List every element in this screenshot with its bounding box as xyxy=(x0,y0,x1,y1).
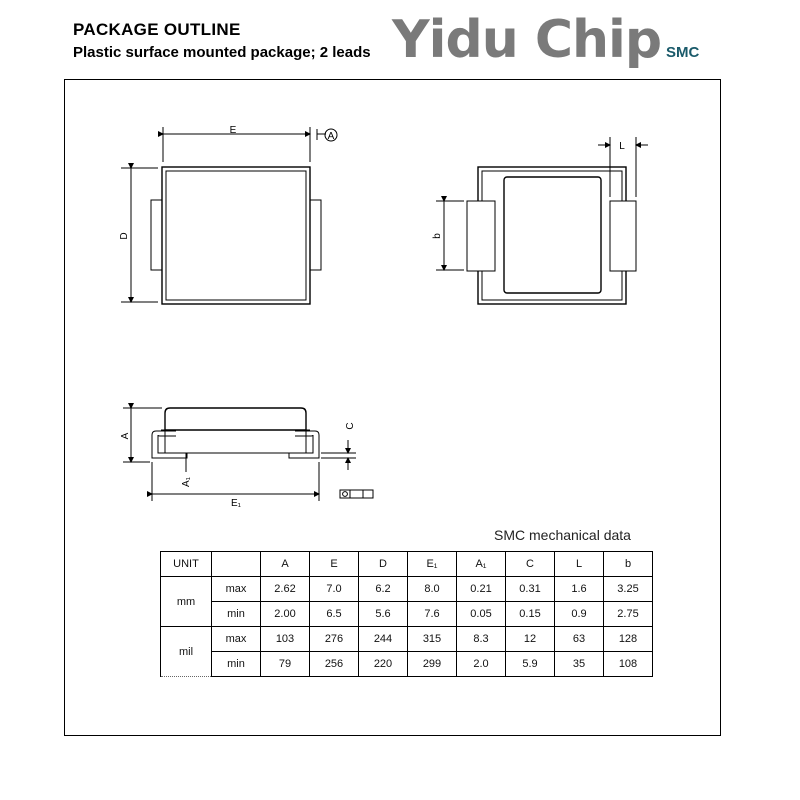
bottom-view xyxy=(436,137,648,304)
table-cell: 276 xyxy=(310,627,359,652)
table-cell: 2.00 xyxy=(261,602,310,627)
dim-label-b: b xyxy=(432,233,443,239)
table-header-cell: D xyxy=(359,552,408,577)
side-view xyxy=(123,408,373,501)
table-cell: 315 xyxy=(408,627,457,652)
dim-label-A: A xyxy=(120,432,131,440)
limit-label: min xyxy=(212,652,261,677)
dim-label-C: C xyxy=(345,422,356,430)
table-cell: 2.75 xyxy=(604,602,653,627)
package-code: SMC xyxy=(666,44,700,61)
side-view-body xyxy=(165,408,306,430)
table-cell: 0.31 xyxy=(506,577,555,602)
table-cell: 6.5 xyxy=(310,602,359,627)
table-cell: 8.3 xyxy=(457,627,506,652)
table-cell: 0.9 xyxy=(555,602,604,627)
table-cell: 0.21 xyxy=(457,577,506,602)
table-header-cell: b xyxy=(604,552,653,577)
table-cell: 128 xyxy=(604,627,653,652)
dim-label-E: E xyxy=(229,125,237,136)
table-cell: 1.6 xyxy=(555,577,604,602)
table-row xyxy=(161,652,653,677)
table-cell: 12 xyxy=(506,627,555,652)
table-cell: 2.0 xyxy=(457,652,506,677)
dim-label-E1: E₁ xyxy=(230,498,242,509)
top-view xyxy=(121,127,337,304)
dim-label-A1: A₁ xyxy=(181,476,192,488)
table-header-cell: A₁ xyxy=(457,552,506,577)
unit-cell: mil xyxy=(161,627,212,677)
bottom-view-lead-left xyxy=(467,201,495,271)
table-cell: 299 xyxy=(408,652,457,677)
table-cell: 103 xyxy=(261,627,310,652)
table-cell: 0.05 xyxy=(457,602,506,627)
unit-cell: mm xyxy=(161,577,212,627)
bottom-view-lead-right xyxy=(610,201,636,271)
table-cell: 7.6 xyxy=(408,602,457,627)
table-header-cell: E₁ xyxy=(408,552,457,577)
table-cell: 244 xyxy=(359,627,408,652)
table-header-row xyxy=(161,552,653,577)
table-header-cell: A xyxy=(261,552,310,577)
table-caption: SMC mechanical data xyxy=(494,527,631,543)
bottom-view-body xyxy=(478,167,626,304)
table-cell: 7.0 xyxy=(310,577,359,602)
table-cell: 5.6 xyxy=(359,602,408,627)
table-cell: 108 xyxy=(604,652,653,677)
table-cell: 8.0 xyxy=(408,577,457,602)
limit-label: max xyxy=(212,577,261,602)
dim-label-L: L xyxy=(619,141,625,152)
limit-label: max xyxy=(212,627,261,652)
table-cell: 63 xyxy=(555,627,604,652)
table-cell: 79 xyxy=(261,652,310,677)
side-view-lead-right xyxy=(289,431,319,458)
bottom-view-pad xyxy=(504,177,601,293)
table-cell: 35 xyxy=(555,652,604,677)
datum-label-A: A xyxy=(327,131,335,142)
table-cell: 5.9 xyxy=(506,652,555,677)
table-cell: 3.25 xyxy=(604,577,653,602)
table-row xyxy=(161,627,653,652)
table-header-cell: E xyxy=(310,552,359,577)
table-cell: 6.2 xyxy=(359,577,408,602)
side-view-lead-left xyxy=(152,431,187,458)
mechanical-data-table xyxy=(160,551,653,677)
table-header-cell: L xyxy=(555,552,604,577)
table-row xyxy=(161,602,653,627)
table-cell: 220 xyxy=(359,652,408,677)
table-cell: 2.62 xyxy=(261,577,310,602)
dim-label-D: D xyxy=(119,232,130,240)
table-cell: 0.15 xyxy=(506,602,555,627)
page-subtitle: Plastic surface mounted package; 2 leads xyxy=(73,44,371,61)
table-header-cell: C xyxy=(506,552,555,577)
table-cell: 256 xyxy=(310,652,359,677)
table-row xyxy=(161,577,653,602)
page-title: PACKAGE OUTLINE xyxy=(73,20,241,39)
brand-logo-text: Yidu Chip xyxy=(392,10,662,70)
limit-label: min xyxy=(212,602,261,627)
table-header-cell: UNIT xyxy=(161,552,212,577)
top-view-body xyxy=(162,167,310,304)
table-header-cell xyxy=(212,552,261,577)
